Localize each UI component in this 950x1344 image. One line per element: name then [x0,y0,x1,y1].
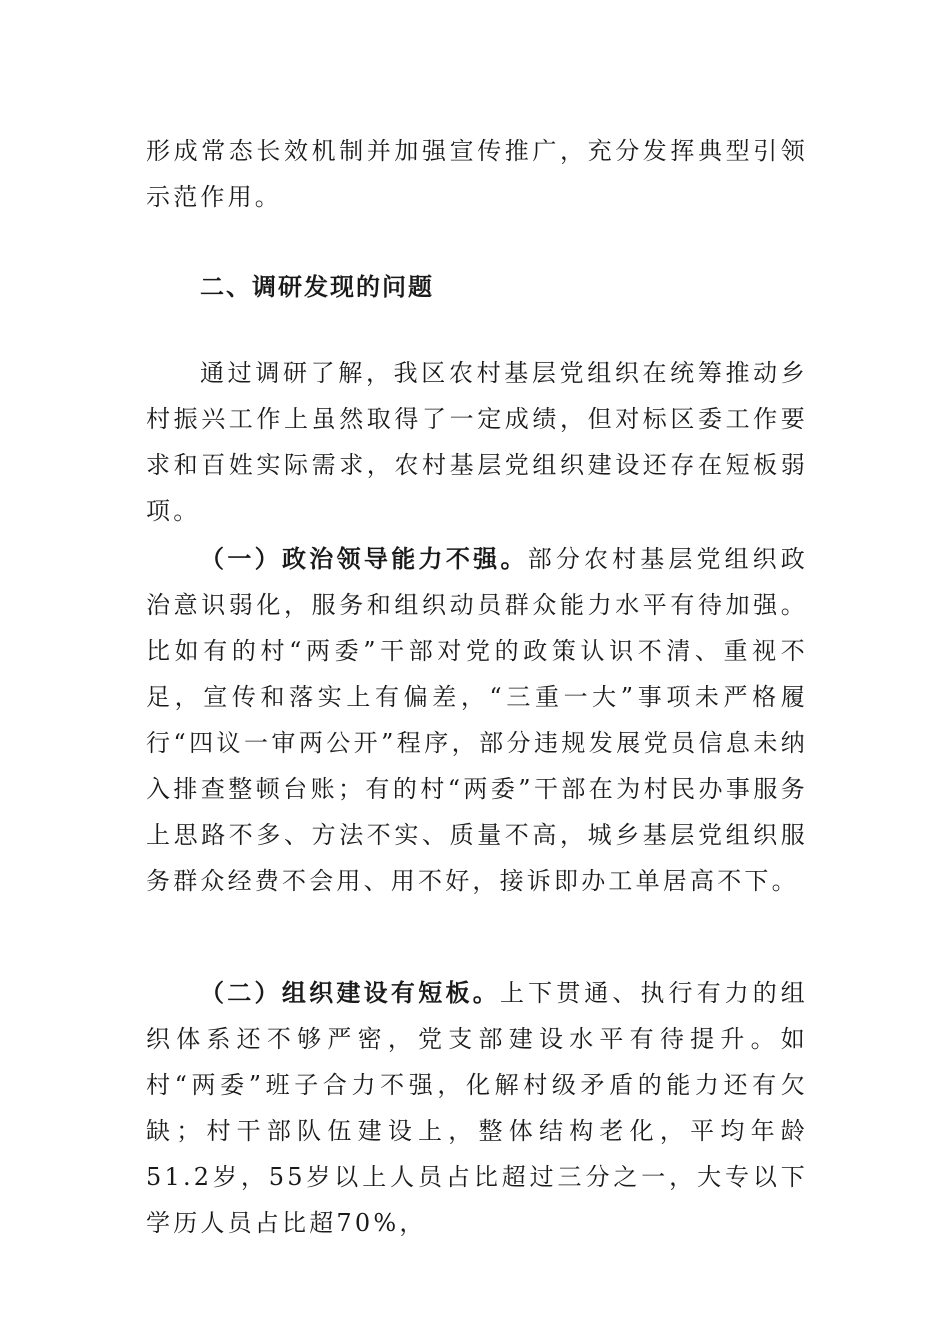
issue-body: 部分农村基层党组织政治意识弱化，服务和组织动员群众能力水平有待加强。比如有的村“两委”干部对党的政策认识不清、重视不足，宣传和落实上有偏差，“三重一大”事项未严格履行“四议一审两公开”程序，部分违规发展党员信息未纳入排查整顿台账；有的村“两委”干部在为村民办事服务上思路不多、方法不实、质量不高，城乡基层党组织服务群众经费不会用、用不好，接诉即办工单居高不下。 [146,545,808,895]
section-heading: 二、调研发现的问题 [200,273,434,301]
issue-body: 上下贯通、执行有力的组织体系还不够严密，党支部建设水平有待提升。如村“两委”班子合力不强，化解村级矛盾的能力还有欠缺；村干部队伍建设上，整体结构老化，平均年龄51.2岁，55岁以上人员占比超过三分之一，大专以下学历人员占比超70%， [146,979,809,1237]
issue-paragraph-political-leadership [146,536,808,904]
issue-paragraph-organization [146,970,808,1246]
continuation-paragraph: 形成常态长效机制并加强宣传推广，充分发挥典型引领示范作用。 [146,137,808,211]
issue-lead: （二）组织建设有短板。 [200,979,501,1007]
issue-lead: （一）政治领导能力不强。 [200,545,528,573]
intro-paragraph: 通过调研了解，我区农村基层党组织在统筹推动乡村振兴工作上虽然取得了一定成绩，但对标区委工作要求和百姓实际需求，农村基层党组织建设还存在短板弱项。 [146,359,808,525]
